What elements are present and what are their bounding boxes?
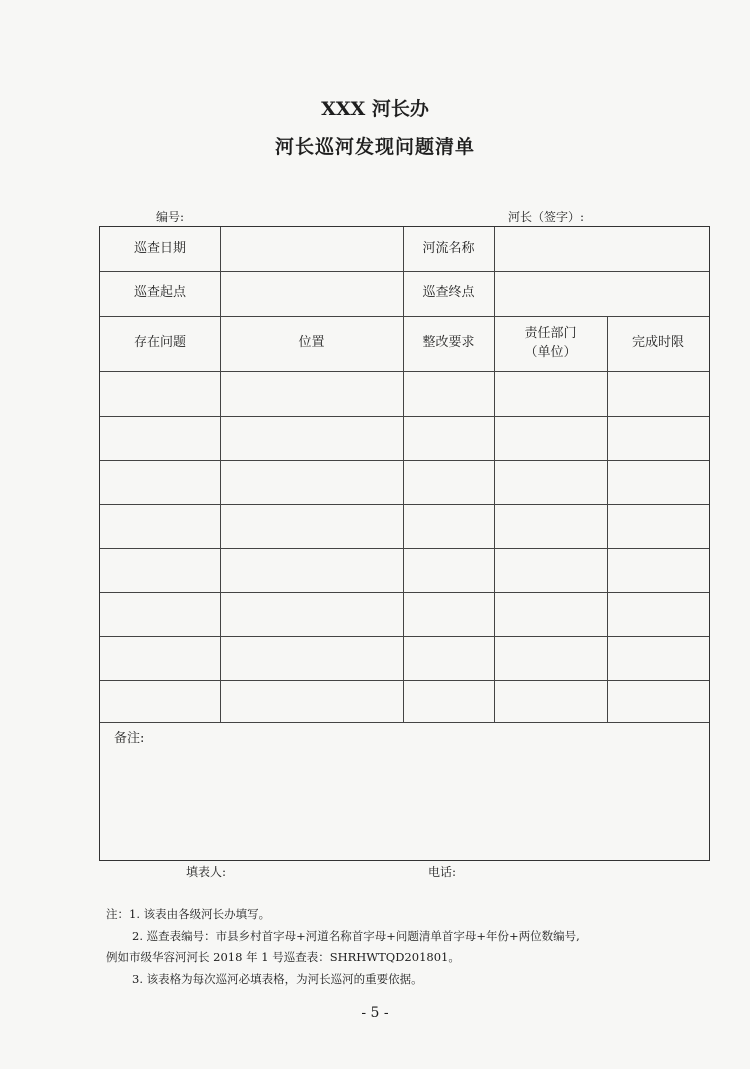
row-divider — [100, 680, 709, 681]
phone-label: 电话: — [428, 865, 457, 879]
page-subtitle: 河长巡河发现问题清单 — [274, 136, 475, 158]
problem-column-header: 存在问题 — [133, 335, 186, 351]
inspection-form-table — [99, 226, 710, 861]
row-divider — [100, 460, 709, 461]
inspection-date-label: 巡查日期 — [133, 240, 186, 256]
note-line-1: 注：1. 该表由各级河长办填写。 — [106, 907, 271, 921]
note-line-4: 3. 该表格为每次巡河必填表格，为河长巡河的重要依据。 — [132, 971, 423, 986]
number-label: 编号: — [156, 210, 185, 224]
row-divider — [100, 636, 709, 637]
column-divider — [494, 227, 495, 722]
row-divider — [100, 416, 709, 417]
deadline-column-header: 完成时限 — [631, 335, 684, 351]
location-column-header: 位置 — [298, 335, 325, 351]
department-header-line1: 责任部门 — [524, 325, 577, 341]
row-divider — [100, 371, 709, 372]
column-divider — [607, 316, 608, 722]
river-name-label: 河流名称 — [422, 240, 475, 256]
row-divider — [100, 592, 709, 593]
rectification-column-header: 整改要求 — [422, 335, 475, 351]
row-divider — [100, 722, 709, 723]
notes-section — [106, 904, 726, 990]
note-line-2: 2. 巡查表编号：市县乡村首字母+河道名称首字母+问题清单首字母+年份+两位数编号, — [132, 928, 580, 943]
remarks-label: 备注: — [114, 731, 145, 746]
row-divider — [100, 548, 709, 549]
department-column-header — [494, 316, 607, 371]
signature-label: 河长（签字）: — [508, 210, 585, 224]
start-point-label: 巡查起点 — [133, 285, 186, 301]
row-divider — [100, 504, 709, 505]
department-header-line2: （单位） — [524, 344, 577, 360]
page-number: - 5 - — [361, 1005, 389, 1021]
page-title: XXX 河长办 — [321, 98, 429, 120]
note-line-3: 例如市级华容河河长 2018 年 1 号巡查表：SHRHWTQD201801。 — [106, 950, 460, 964]
column-divider — [220, 227, 221, 722]
end-point-label: 巡查终点 — [422, 285, 475, 301]
filler-label: 填表人: — [186, 865, 227, 879]
